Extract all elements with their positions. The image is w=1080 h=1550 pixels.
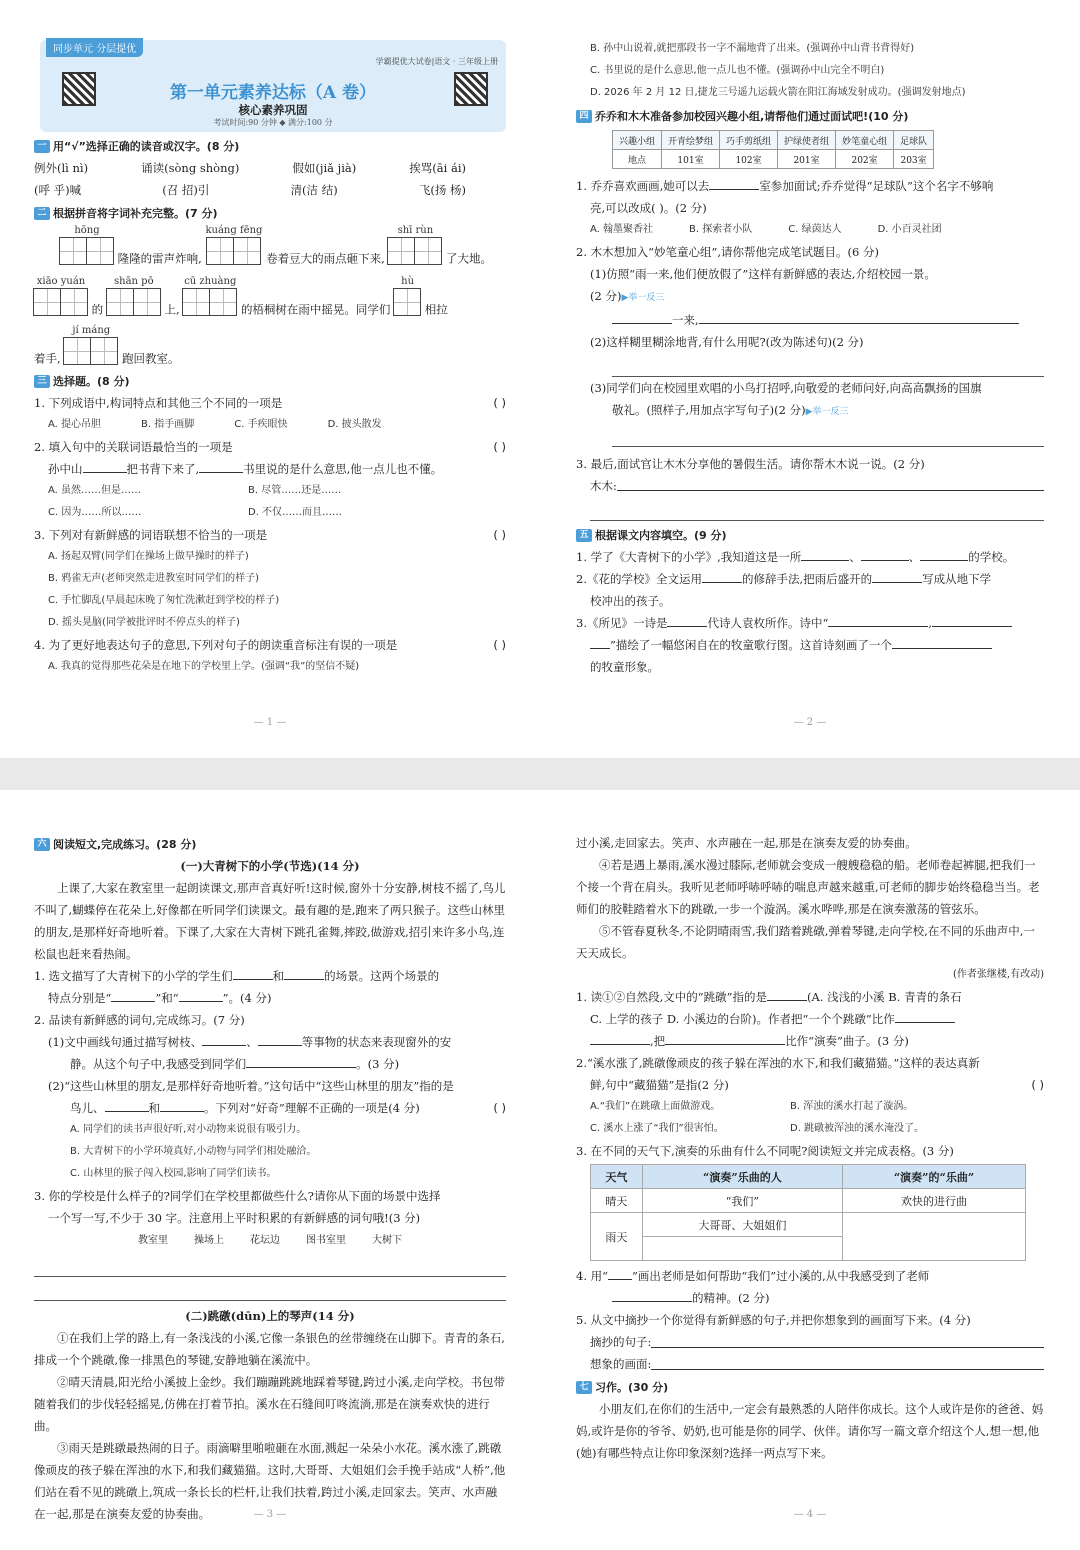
option[interactable]: B. 鸦雀无声(老师突然走进教室时同学们的样子) [48, 573, 260, 584]
char-grid[interactable] [60, 237, 114, 265]
option[interactable]: C. 书里说的是什么意思,他一点儿也不懂。(强调孙中山完全不明白) [590, 65, 885, 76]
option[interactable]: D. 2026 年 2 月 12 日,捷龙三号遥九运载火箭在阳江海域发射成功。(强调发射地点) [590, 87, 966, 98]
question: 2. 木木想加入“妙笔童心组”,请你帮他完成笔试题目。(6 分) [576, 245, 879, 259]
reading-2-title: (二)跳礅(dūn)上的琴声(14 分) [185, 1309, 355, 1323]
section-1-title: 一 用“√”选择正确的读音或汉字。(8 分) [34, 138, 506, 154]
section-3-title: 三 选择题。(8 分) [34, 373, 506, 389]
composition-prompt: 小朋友们,在你们的生活中,一定会有最熟悉的人陪伴你成长。这个人或许是你的爸爸、妈妈,或许是你的爷爷、奶奶,也可能是你的同学、伙伴。请你写一篇文章介绍这个人,想一想,他(她)有哪些特点让你印象深刻?选择一两点写下来。 [576, 1402, 1044, 1460]
section-5-title: 五 根据课文内容填空。(9 分) [576, 527, 1044, 543]
answer-line[interactable] [612, 423, 1044, 447]
answer-line[interactable] [34, 1277, 506, 1301]
page-1 [0, 0, 540, 758]
char-grid[interactable] [64, 337, 118, 365]
option[interactable]: C. 山林里的猴子闯入校园,影响了同学们读书。 [70, 1168, 277, 1179]
char-grid[interactable] [183, 288, 237, 316]
question: 3. 下列对有新鲜感的词语联想不恰当的一项是 ( ) [34, 528, 506, 542]
sheet-bottom [0, 790, 1080, 1550]
option[interactable]: A. 我真的觉得那些花朵是在地下的学校里上学。(强调“我”的坚信不疑) [48, 661, 360, 672]
exam-info: 考试时间:90 分钟 ◆ 满分:100 分 [213, 118, 333, 127]
option[interactable]: C. 手忙脚乱(早晨起床晚了匆忙洗漱赶到学校的样子) [48, 595, 280, 606]
char-grid[interactable] [394, 288, 421, 316]
question: 4. 为了更好地表达句子的意思,下列对句子的朗读重音标注有误的一项是 ( ) [34, 638, 506, 652]
page-4: 过小溪,走回家去。笑声、水声融在一起,那是在演奏友爱的协奏曲。 ④若是遇上暴雨,溪水漫过膝际,老师就会变成一艘艘稳稳的船。老师卷起裤腿,把我们一个接一个背在肩头。我听见老师呼哧呼哧的喘息声越来越重,可老师的脚步始终稳稳当当。老师们的胶鞋踏着水下的跳礅,一步一个漩涡。溪水哗哗,那是在演奏激荡的管弦乐。 ⑤不管春夏秋冬,不论阴晴雨雪,我们踏着跳礅,弹着琴键,走向学校,在不同的乐曲声中,一天天成长。 (作者张继楼,有改动) 1. 读①②自然段,文中的“跳礅”指的是 (A. 浅浅的小溪 B. 青青的条石 C. 上学的孩子 D. 小溪边的台阶)。作者把“一个个跳礅”比作 ,把 比作“演奏”曲子。(3 分) 2.“溪水涨了,跳礅像顽皮的孩子躲在浑浊的水下,和我们藏猫猫。”这样的表达真新 鲜,句中“藏猫猫”是指(2 分) ( ) A.“我们”在跳礅上面做游戏。 B. 浑浊的溪水打起了漩涡。 C. 溪水上涨了“我们”很害怕。 D. 跳礅被浑浊的溪水淹没了。 3. 在不同的天气下,演奏的乐曲有什么不同呢?阅读短文并完成表格。(3 分) 天气 “演奏”乐曲的人 “演奏”的“乐曲” 晴天 “我们” 欢快的进行曲 雨天 大哥哥、大姐姐们 4. 用“ ”画出老师是如何帮助“我们”过小溪的,从中我感受到了老师 的精神。(2 分) 5. 从文中摘抄一个你觉得有新鲜感的句子,并把你想象到的画面写下来。(4 分) 摘抄的句子: 想象的画面: 七 习作。(30 分) 小朋友们,在你们的生活中,一定会有最熟悉的人陪伴你成长。这个人或许是你的爸爸、妈妈,或许是你的爷爷、奶奶,也可能是你的同学、伙伴。请你写一篇文章介绍这个人,想一想,他(她)有哪些特点让你印象深刻?选择一两点写下来。 — 4 — [540, 790, 1080, 1550]
interest-group-table: 兴趣小组 开青绘梦组 巧手剪纸组 护绿使者组 妙笔童心组 足球队 地点 101室 102室 201室 202室 203室 [612, 130, 934, 169]
page-number: — 3 — [253, 1509, 287, 1520]
pinyin-row: 例外(lì nì) 诵读(sòng shòng) 假如(jiǎ jià) 挨骂(āi ái) [34, 161, 466, 175]
page-number: — 2 — [793, 717, 827, 728]
section-2-title: 二 根据拼音将字词补充完整。(7 分) [34, 205, 506, 221]
page-number: — 1 — [253, 717, 287, 728]
option[interactable]: B. 大青树下的小学环境真好,小动物与同学们相处融洽。 [70, 1146, 317, 1157]
answer-line[interactable] [612, 353, 1044, 377]
series-tag: 同步单元 分层提优 [46, 38, 143, 57]
question-sentence: 孙中山 把书背下来了, 书里说的是什么意思,他一点儿也不懂。 [48, 462, 443, 476]
char-grid[interactable] [34, 288, 88, 316]
pinyin-fill-row-1: hōng 隆隆的雷声炸响, kuáng fēng 卷着豆大的雨点砸下来, shī rùn 了大地。 [34, 224, 506, 265]
option[interactable]: A. 扬起双臂(同学们在操场上做早操时的样子) [48, 551, 249, 562]
weather-music-table: 天气 “演奏”乐曲的人 “演奏”的“乐曲” 晴天 “我们” 欢快的进行曲 雨天 大哥哥、大姐姐们 [590, 1164, 1026, 1261]
section-7-title: 七 习作。(30 分) [576, 1379, 1044, 1395]
page-number: — 4 — [793, 1509, 827, 1520]
question: 1. 下列成语中,构词特点和其他三个不同的一项是 ( ) [34, 396, 506, 410]
options: A. 提心吊胆 B. 指手画脚 C. 手疾眼快 D. 披头散发 [48, 419, 382, 430]
question: 2. 填入句中的关联词语最恰当的一项是 ( ) [34, 440, 506, 454]
section-4-title: 四 乔乔和木木准备参加校园兴趣小组,请帮他们通过面试吧!(10 分) [576, 108, 1044, 124]
pinyin-fill-row-2: xiāo yuán 的 shān pō 上, cū zhuàng 的梧桐树在雨中摇晃。同学们 hù 相拉 [34, 275, 506, 316]
exam-header [40, 40, 506, 132]
options: A.“我们”在跳礅上面做游戏。 B. 浑浊的溪水打起了漩涡。 C. 溪水上涨了“我们”很害怕。 D. 跳礅被浑浊的溪水淹没了。 [590, 1101, 925, 1134]
question: 1. 乔乔喜欢画画,她可以去 室参加面试;乔乔觉得“足球队”这个名字不够响 [576, 179, 994, 193]
option[interactable]: A. 同学们的读书声很好听,对小动物来说很有吸引力。 [70, 1124, 307, 1135]
answer-line[interactable] [34, 1253, 506, 1277]
section-6-title: 六 阅读短文,完成练习。(28 分) [34, 836, 506, 852]
options: A. 虽然……但是…… B. 尽管……还是…… C. 因为……所以…… D. 不仅……而且…… [48, 485, 343, 518]
hanzi-row: (呼 乎)喊 (召 招)引 清(洁 结) 飞(扬 杨) [34, 183, 466, 197]
exam-subtitle: 核心素养巩固 [238, 103, 308, 117]
char-grid[interactable] [207, 237, 261, 265]
book-series: 学霸提优大试卷|语文 · 三年级上册 [375, 57, 498, 66]
char-grid[interactable] [388, 237, 442, 265]
exam-title: 第一单元素养达标（A 卷） [169, 83, 377, 103]
scene-options: 教室里 操场上 花坛边 图书室里 大树下 [138, 1235, 402, 1246]
page-2: B. 孙中山说着,就把那段书一字不漏地背了出来。(强调孙中山背书背得好) C. 书里说的是什么意思,他一点儿也不懂。(强调孙中山完全不明白) D. 2026 年 2 月 12 日,捷龙三号遥九运载火箭在阳江海域发射成功。(强调发射地点) 四 乔乔和木木准备参加校园兴趣小组,请帮他们通过面试吧!(10 分) 兴趣小组 开青绘梦组 巧手剪纸组 护绿使者组 妙笔童心组 足球队 地点 101室 102室 201室 202室 203室 1. 乔乔喜欢画画,她可以去 室参加面试;乔乔觉得“足球队”这个名字不够响 亮,可以改成( )。(2 分) A. 翰墨聚香社 B. 探索者小队 C. 绿茵达人 D. 小百灵社团 2. 木木想加入“妙笔童心组”,请你帮他完成笔试题目。(6 分) (1)仿照“雨一来,他们便放假了”这样有新鲜感的表达,介绍校园一景。 (2 分)▶举一反三 一来, (2)这样糊里糊涂地背,有什么用呢?(改为陈述句)(2 分) (3)同学们向在校园里欢唱的小鸟打招呼,向敬爱的老师问好,向高高飘扬的国旗 敬礼。(照样子,用加点字写句子)(2 分)▶举一反三 3. 最后,面试官让木木分享他的暑假生活。请你帮木木说一说。(2 分) 木木: 五 根据课文内容填空。(9 分) 1. 学了《大青树下的小学》,我知道这是一所 、 、 的学校。 2.《花的学校》全文运用 的修辞手法,把雨后盛开的 写成从地下学 校冲出的孩子。 3.《所见》一诗是 代诗人袁枚所作。诗中“ , ”描绘了一幅悠闲自在的牧童歌行图。这首诗刻画了一个 的牧童形象。 — 2 — [540, 0, 1080, 758]
answer-line[interactable] [590, 497, 1044, 521]
page-3: 六 阅读短文,完成练习。(28 分) (一)大青树下的小学(节选)(14 分) 上课了,大家在教室里一起朗读课文,那声音真好听!这时候,窗外十分安静,树枝不摇了,鸟儿不叫了,蝴蝶停在花朵上,好像都在听同学们读课文。最有趣的是,跑来了两只猴子。这些山林里的朋友,是那样好奇地听着。下课了,大家在大青树下跳孔雀舞,摔跤,做游戏,招引来许多小鸟,连松鼠也赶来看热闹。 1. 选文描写了大青树下的小学的学生们 和 的场景。这两个场景的 特点分别是“ ”和“ ”。(4 分) 2. 品读有新鲜感的词句,完成练习。(7 分) (1)文中画线句通过描写树枝、 、 等事物的状态来表现窗外的安 静。从这个句子中,我感受到同学们 。(3 分) (2)“这些山林里的朋友,是那样好奇地听着。”这句话中“这些山林里的朋友”指的是 鸟儿、 和 。下列对“好奇”理解不正确的一项是(4 分) ( ) A. 同学们的读书声很好听,对小动物来说很有吸引力。 B. 大青树下的小学环境真好,小动物与同学们相处融洽。 C. 山林里的猴子闯入校园,影响了同学们读书。 3. 你的学校是什么样子的?同学们在学校里都做些什么?请你从下面的场景中选择 一个写一写,不少于 30 字。注意用上平时积累的有新鲜感的词句哦!(3 分) 教室里 操场上 花坛边 图书室里 大树下 (二)跳礅(dūn)上的琴声(14 分) ①在我们上学的路上,有一条浅浅的小溪,它像一条银色的丝带缠绕在山脚下。青青的条石,排成一个个跳礅,像一排黑色的琴键,安静地躺在溪流中。 ②晴天清晨,阳光给小溪披上金纱。我们蹦蹦跳跳地踩着琴键,跨过小溪,走向学校。书包带随着我们的步伐轻轻摇晃,仿佛在打着节拍。溪水在石缝间叮咚流淌,那是在演奏欢快的进行曲。 ③雨天是跳礅最热闹的日子。雨滴噼里啪啦砸在水面,溅起一朵朵小水花。溪水涨了,跳礅像顽皮的孩子躲在浑浊的水下,和我们藏猫猫。这时,大哥哥、大姐姐们会手挽手站成“人桥”,他们站在看不见的跳礅上,筑成一条长长的栏杆,让我们扶着,跨过小溪,走回家去。笑声、水声融在一起,那是在演奏友爱的协奏曲。 — 3 — [0, 790, 540, 1550]
char-grid[interactable] [107, 288, 161, 316]
question: 3. 最后,面试官让木木分享他的暑假生活。请你帮木木说一说。(2 分) [576, 457, 925, 471]
option[interactable]: D. 摇头晃脑(同学被批评时不停点头的样子) [48, 617, 240, 628]
pinyin-fill-row-3: 着手, jí máng 跑回教室。 [34, 325, 180, 366]
sheet-top [0, 0, 1080, 758]
option[interactable]: B. 孙中山说着,就把那段书一字不漏地背了出来。(强调孙中山背书背得好) [590, 43, 915, 54]
hint-label: ▶举一反三 [621, 293, 665, 303]
reading-1-text: 上课了,大家在教室里一起朗读课文,那声音真好听!这时候,窗外十分安静,树枝不摇了,鸟儿不叫了,蝴蝶停在花朵上,好像都在听同学们读课文。最有趣的是,跑来了两只猴子。这些山林里的朋友,是那样好奇地听着。下课了,大家在大青树下跳孔雀舞,摔跤,做游戏,招引来许多小鸟,连松鼠也赶来看热闹。 [34, 881, 506, 961]
reading-1-title: (一)大青树下的小学(节选)(14 分) [180, 859, 360, 873]
options: A. 翰墨聚香社 B. 探索者小队 C. 绿茵达人 D. 小百灵社团 [590, 224, 942, 235]
